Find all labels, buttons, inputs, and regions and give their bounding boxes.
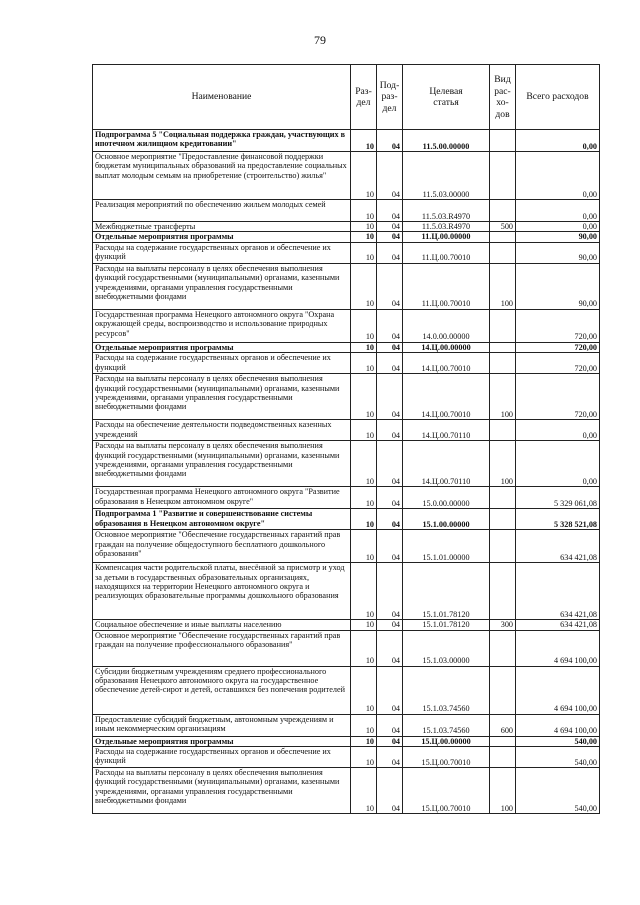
row-vsego: 540,00: [516, 736, 600, 746]
row-name: Государственная программа Ненецкого автономного округа "Охрана окружающей среды, воспроизводство и использование природных ресурсов": [93, 309, 351, 342]
row-vsego: 4 694 100,00: [516, 666, 600, 714]
table-row: [93, 747, 600, 768]
row-vid: [490, 342, 516, 352]
row-name: Расходы на выплаты персоналу в целях обеспечения выполнения функций государственными (муниципальными) органами, казенными учреждениями, органами управления государственными внебюджетными фондами: [93, 768, 351, 814]
row-razdel: 10: [351, 620, 377, 630]
row-podrazdel: 04: [377, 630, 403, 666]
row-celevaya: 15.1.03.74560: [403, 666, 490, 714]
row-vid: [490, 630, 516, 666]
row-name: Реализация мероприятий по обеспечению жильем молодых семей: [93, 200, 351, 222]
row-celevaya: 11.5.00.00000: [403, 130, 490, 152]
table-row: [93, 487, 600, 509]
row-celevaya: 11.Ц.00.70010: [403, 242, 490, 263]
row-vid: 100: [490, 441, 516, 487]
row-podrazdel: 04: [377, 242, 403, 263]
row-celevaya: 14.Ц.00.70110: [403, 441, 490, 487]
row-name: Отдельные мероприятия программы: [93, 342, 351, 352]
row-razdel: 10: [351, 420, 377, 441]
row-vsego: 0,00: [516, 200, 600, 222]
row-podrazdel: 04: [377, 530, 403, 563]
row-name: Расходы на выплаты персоналу в целях обеспечения выполнения функций государственными (муниципальными) органами, казенными учреждениями, органами управления государственными внебюджетными фондами: [93, 441, 351, 487]
row-name: Социальное обеспечение и иные выплаты населению: [93, 620, 351, 630]
table-row: [93, 200, 600, 222]
row-name: Отдельные мероприятия программы: [93, 232, 351, 242]
row-razdel: 10: [351, 342, 377, 352]
row-vsego: 0,00: [516, 130, 600, 152]
row-celevaya: 15.1.01.78120: [403, 563, 490, 620]
row-celevaya: 15.1.03.74560: [403, 714, 490, 736]
row-razdel: 10: [351, 768, 377, 814]
header-podrazdel: Под- раз- дел: [377, 65, 403, 130]
row-vsego: 5 328 521,08: [516, 509, 600, 530]
row-celevaya: 11.5.03.R4970: [403, 222, 490, 232]
row-podrazdel: 04: [377, 263, 403, 309]
row-razdel: 10: [351, 374, 377, 420]
row-name: Государственная программа Ненецкого автономного округа "Развитие образования в Ненецком автономном округе": [93, 487, 351, 509]
row-vid: [490, 487, 516, 509]
row-vid: [490, 736, 516, 746]
row-name: Расходы на обеспечение деятельности подведомственных казенных учреждений: [93, 420, 351, 441]
table-row: [93, 130, 600, 152]
table-row: [93, 242, 600, 263]
row-celevaya: 15.1.01.78120: [403, 620, 490, 630]
row-podrazdel: 04: [377, 563, 403, 620]
header-celevaya: Целевая статья: [403, 65, 490, 130]
row-celevaya: 11.5.03.00000: [403, 152, 490, 200]
row-razdel: 10: [351, 152, 377, 200]
row-vsego: 0,00: [516, 441, 600, 487]
row-razdel: 10: [351, 630, 377, 666]
row-name: Основное мероприятие "Обеспечение государственных гарантий прав граждан на получение общедоступного бесплатного дошкольного образования": [93, 530, 351, 563]
table-row: [93, 509, 600, 530]
table-row: [93, 630, 600, 666]
row-celevaya: 14.Ц.00.00000: [403, 342, 490, 352]
row-razdel: 10: [351, 736, 377, 746]
table-row: [93, 441, 600, 487]
row-razdel: 10: [351, 666, 377, 714]
row-name: Предоставление субсидий бюджетным, автономным учреждениям и иным некоммерческим организациям: [93, 714, 351, 736]
row-razdel: 10: [351, 232, 377, 242]
row-name: Подпрограмма 5 "Социальная поддержка граждан, участвующих в ипотечном жилищном кредитовании": [93, 130, 351, 152]
row-podrazdel: 04: [377, 714, 403, 736]
row-celevaya: 14.0.00.00000: [403, 309, 490, 342]
row-razdel: 10: [351, 509, 377, 530]
row-vid: 100: [490, 768, 516, 814]
row-vsego: 5 329 061,08: [516, 487, 600, 509]
row-podrazdel: 04: [377, 152, 403, 200]
row-name: Межбюджетные трансферты: [93, 222, 351, 232]
row-podrazdel: 04: [377, 374, 403, 420]
row-razdel: 10: [351, 222, 377, 232]
row-vid: [490, 666, 516, 714]
row-name: Расходы на содержание государственных органов и обеспечение их функций: [93, 242, 351, 263]
row-vsego: 540,00: [516, 747, 600, 768]
budget-table: [92, 64, 600, 814]
row-vid: [490, 309, 516, 342]
row-vid: [490, 130, 516, 152]
row-vid: 100: [490, 263, 516, 309]
row-podrazdel: 04: [377, 353, 403, 374]
row-razdel: 10: [351, 714, 377, 736]
table-row: [93, 353, 600, 374]
row-razdel: 10: [351, 530, 377, 563]
row-celevaya: 14.Ц.00.70010: [403, 374, 490, 420]
row-vid: 300: [490, 620, 516, 630]
row-name: Расходы на содержание государственных органов и обеспечение их функций: [93, 353, 351, 374]
row-vsego: 90,00: [516, 242, 600, 263]
row-vid: 500: [490, 222, 516, 232]
row-vid: [490, 152, 516, 200]
row-razdel: 10: [351, 487, 377, 509]
row-vid: [490, 200, 516, 222]
row-podrazdel: 04: [377, 232, 403, 242]
table-header: [93, 65, 600, 130]
table-row: [93, 563, 600, 620]
row-vid: [490, 353, 516, 374]
header-name: Наименование: [93, 65, 351, 130]
row-vsego: 4 694 100,00: [516, 630, 600, 666]
row-podrazdel: 04: [377, 420, 403, 441]
row-vsego: 634 421,08: [516, 530, 600, 563]
row-vsego: 720,00: [516, 309, 600, 342]
row-name: Расходы на выплаты персоналу в целях обеспечения выполнения функций государственными (муниципальными) органами, казенными учреждениями, органами управления государственными внебюджетными фондами: [93, 263, 351, 309]
row-vid: 600: [490, 714, 516, 736]
row-vsego: 634 421,08: [516, 563, 600, 620]
row-celevaya: 14.Ц.00.70110: [403, 420, 490, 441]
row-celevaya: 14.Ц.00.70010: [403, 353, 490, 374]
row-podrazdel: 04: [377, 222, 403, 232]
row-vid: [490, 242, 516, 263]
row-celevaya: 15.Ц.00.70010: [403, 768, 490, 814]
row-celevaya: 11.Ц.00.00000: [403, 232, 490, 242]
table-row: [93, 374, 600, 420]
row-celevaya: 15.0.00.00000: [403, 487, 490, 509]
row-vsego: 720,00: [516, 374, 600, 420]
row-vid: [490, 420, 516, 441]
header-vid: Вид рас- хо- дов: [490, 65, 516, 130]
row-podrazdel: 04: [377, 130, 403, 152]
row-razdel: 10: [351, 242, 377, 263]
row-podrazdel: 04: [377, 768, 403, 814]
row-podrazdel: 04: [377, 747, 403, 768]
header-vsego: Всего расходов: [516, 65, 600, 130]
header-razdel: Раз- дел: [351, 65, 377, 130]
row-vsego: 634 421,08: [516, 620, 600, 630]
row-razdel: 10: [351, 309, 377, 342]
row-vsego: 4 694 100,00: [516, 714, 600, 736]
row-celevaya: 15.Ц.00.70010: [403, 747, 490, 768]
row-vsego: 720,00: [516, 353, 600, 374]
row-podrazdel: 04: [377, 200, 403, 222]
row-podrazdel: 04: [377, 487, 403, 509]
row-razdel: 10: [351, 130, 377, 152]
row-name: Расходы на выплаты персоналу в целях обеспечения выполнения функций государственными (муниципальными) органами, казенными учреждениями, органами управления государственными внебюджетными фондами: [93, 374, 351, 420]
table-row: [93, 666, 600, 714]
row-vid: [490, 232, 516, 242]
table-row: [93, 620, 600, 630]
row-podrazdel: 04: [377, 342, 403, 352]
row-celevaya: 15.1.00.00000: [403, 509, 490, 530]
row-podrazdel: 04: [377, 309, 403, 342]
table-row: [93, 736, 600, 746]
row-celevaya: 15.Ц.00.00000: [403, 736, 490, 746]
row-vsego: 0,00: [516, 420, 600, 441]
row-podrazdel: 04: [377, 666, 403, 714]
row-celevaya: 15.1.03.00000: [403, 630, 490, 666]
row-podrazdel: 04: [377, 736, 403, 746]
table-body: [93, 130, 600, 814]
table-row: [93, 263, 600, 309]
table-row: [93, 342, 600, 352]
row-vsego: 540,00: [516, 768, 600, 814]
table-row: [93, 768, 600, 814]
table-row: [93, 232, 600, 242]
row-vid: [490, 509, 516, 530]
row-name: Основное мероприятие "Обеспечение государственных гарантий прав граждан на получение профессионального образования": [93, 630, 351, 666]
row-vsego: 720,00: [516, 342, 600, 352]
row-razdel: 10: [351, 563, 377, 620]
row-razdel: 10: [351, 263, 377, 309]
row-vid: [490, 530, 516, 563]
row-celevaya: 11.Ц.00.70010: [403, 263, 490, 309]
row-name: Основное мероприятие "Предоставление финансовой поддержки бюджетам муниципальных образований на предоставление социальных выплат молодым семьям на приобретение (строительство) жилья": [93, 152, 351, 200]
row-podrazdel: 04: [377, 441, 403, 487]
row-razdel: 10: [351, 200, 377, 222]
page-number: 79: [314, 33, 326, 47]
row-name: Расходы на содержание государственных органов и обеспечение их функций: [93, 747, 351, 768]
row-name: Субсидии бюджетным учреждениям среднего профессионального образования Ненецкого автономного округа на государственное обеспечение детей-сирот и детей, оставшихся без попечения родителей: [93, 666, 351, 714]
row-razdel: 10: [351, 747, 377, 768]
row-name: Отдельные мероприятия программы: [93, 736, 351, 746]
row-razdel: 10: [351, 353, 377, 374]
table-row: [93, 714, 600, 736]
row-vsego: 0,00: [516, 152, 600, 200]
table-row: [93, 420, 600, 441]
table-row: [93, 222, 600, 232]
row-name: Подпрограмма 1 "Развитие и совершенствование системы образования в Ненецком автономном округе": [93, 509, 351, 530]
row-podrazdel: 04: [377, 509, 403, 530]
row-vid: [490, 747, 516, 768]
row-vsego: 90,00: [516, 232, 600, 242]
row-name: Компенсация части родительской платы, внесённой за присмотр и уход за детьми в государственных образовательных организациях, находящихся на территории Ненецкого автономного округа и реализующих образовательные программы дошкольного образования: [93, 563, 351, 620]
row-vsego: 0,00: [516, 222, 600, 232]
table-row: [93, 309, 600, 342]
table-row: [93, 152, 600, 200]
row-celevaya: 15.1.01.00000: [403, 530, 490, 563]
row-vsego: 90,00: [516, 263, 600, 309]
table-row: [93, 530, 600, 563]
row-razdel: 10: [351, 441, 377, 487]
row-celevaya: 11.5.03.R4970: [403, 200, 490, 222]
row-vid: [490, 563, 516, 620]
row-podrazdel: 04: [377, 620, 403, 630]
row-vid: 100: [490, 374, 516, 420]
